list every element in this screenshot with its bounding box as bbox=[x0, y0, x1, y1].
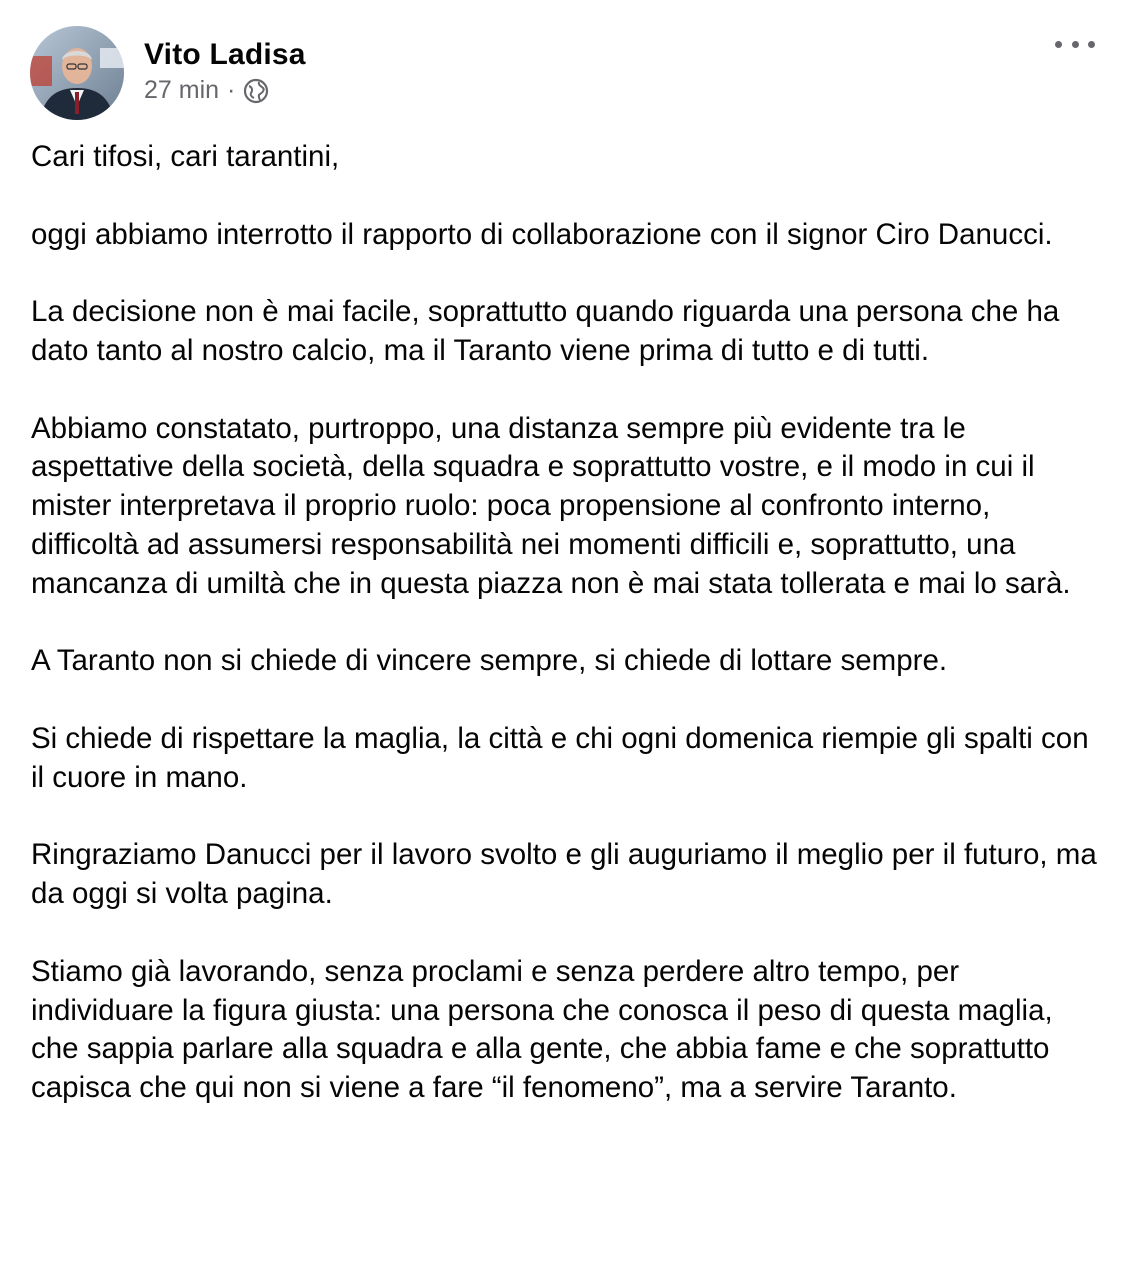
avatar-photo bbox=[30, 26, 124, 120]
more-dot bbox=[1055, 41, 1062, 48]
post-paragraph: Si chiede di rispettare la maglia, la città e chi ogni domenica riempie gli spalti con il cuore in mano. bbox=[31, 721, 1089, 794]
post-paragraph: Abbiamo constatato, purtroppo, una distanza sempre più evidente tra le aspettative della società, della squadra e soprattutto vostre, e il modo in cui il mister interpretava il proprio ruolo: poca propensione al confronto interno, difficoltà ad assumersi responsabilità nei momenti difficili e, soprattutto, una mancanza di umiltà che in questa piazza non è mai stata tollerata e mai lo sarà. bbox=[31, 411, 1071, 600]
post-paragraph: Ringraziamo Danucci per il lavoro svolto e gli auguriamo il meglio per il futuro, ma da oggi si volta pagina. bbox=[31, 838, 1097, 911]
post-paragraph: Stiamo già lavorando, senza proclami e senza perdere altro tempo, per individuare la figura giusta: una persona che conosca il peso di questa maglia, che sappia parlare alla squadra e alla gente, che abbia fame e che soprattutto capisca che qui non si viene a fare “il fenomeno”, ma a servire Taranto. bbox=[31, 954, 1053, 1105]
avatar[interactable] bbox=[30, 26, 124, 120]
post-paragraph: La decisione non è mai facile, soprattutto quando riguarda una persona che ha dato tanto al nostro calcio, ma il Taranto viene prima di tutto e di tutti. bbox=[31, 295, 1060, 367]
post-meta bbox=[144, 76, 269, 105]
more-dot bbox=[1088, 41, 1095, 48]
post-header bbox=[30, 26, 1095, 122]
post-paragraph: oggi abbiamo interrotto il rapporto di collaborazione con il signor Ciro Danucci. bbox=[31, 217, 1053, 251]
post-paragraph: Cari tifosi, cari tarantini, bbox=[31, 140, 340, 173]
post-text bbox=[31, 138, 1101, 1108]
post-time[interactable]: 27 min bbox=[144, 76, 220, 104]
more-options-icon[interactable] bbox=[1055, 32, 1095, 56]
meta-separator: · bbox=[227, 76, 236, 104]
globe-icon bbox=[243, 78, 269, 104]
post-paragraph: A Taranto non si chiede di vincere sempre, si chiede di lottare sempre. bbox=[31, 644, 948, 678]
more-dot bbox=[1072, 41, 1079, 48]
author-name[interactable]: Vito Ladisa bbox=[144, 38, 306, 71]
